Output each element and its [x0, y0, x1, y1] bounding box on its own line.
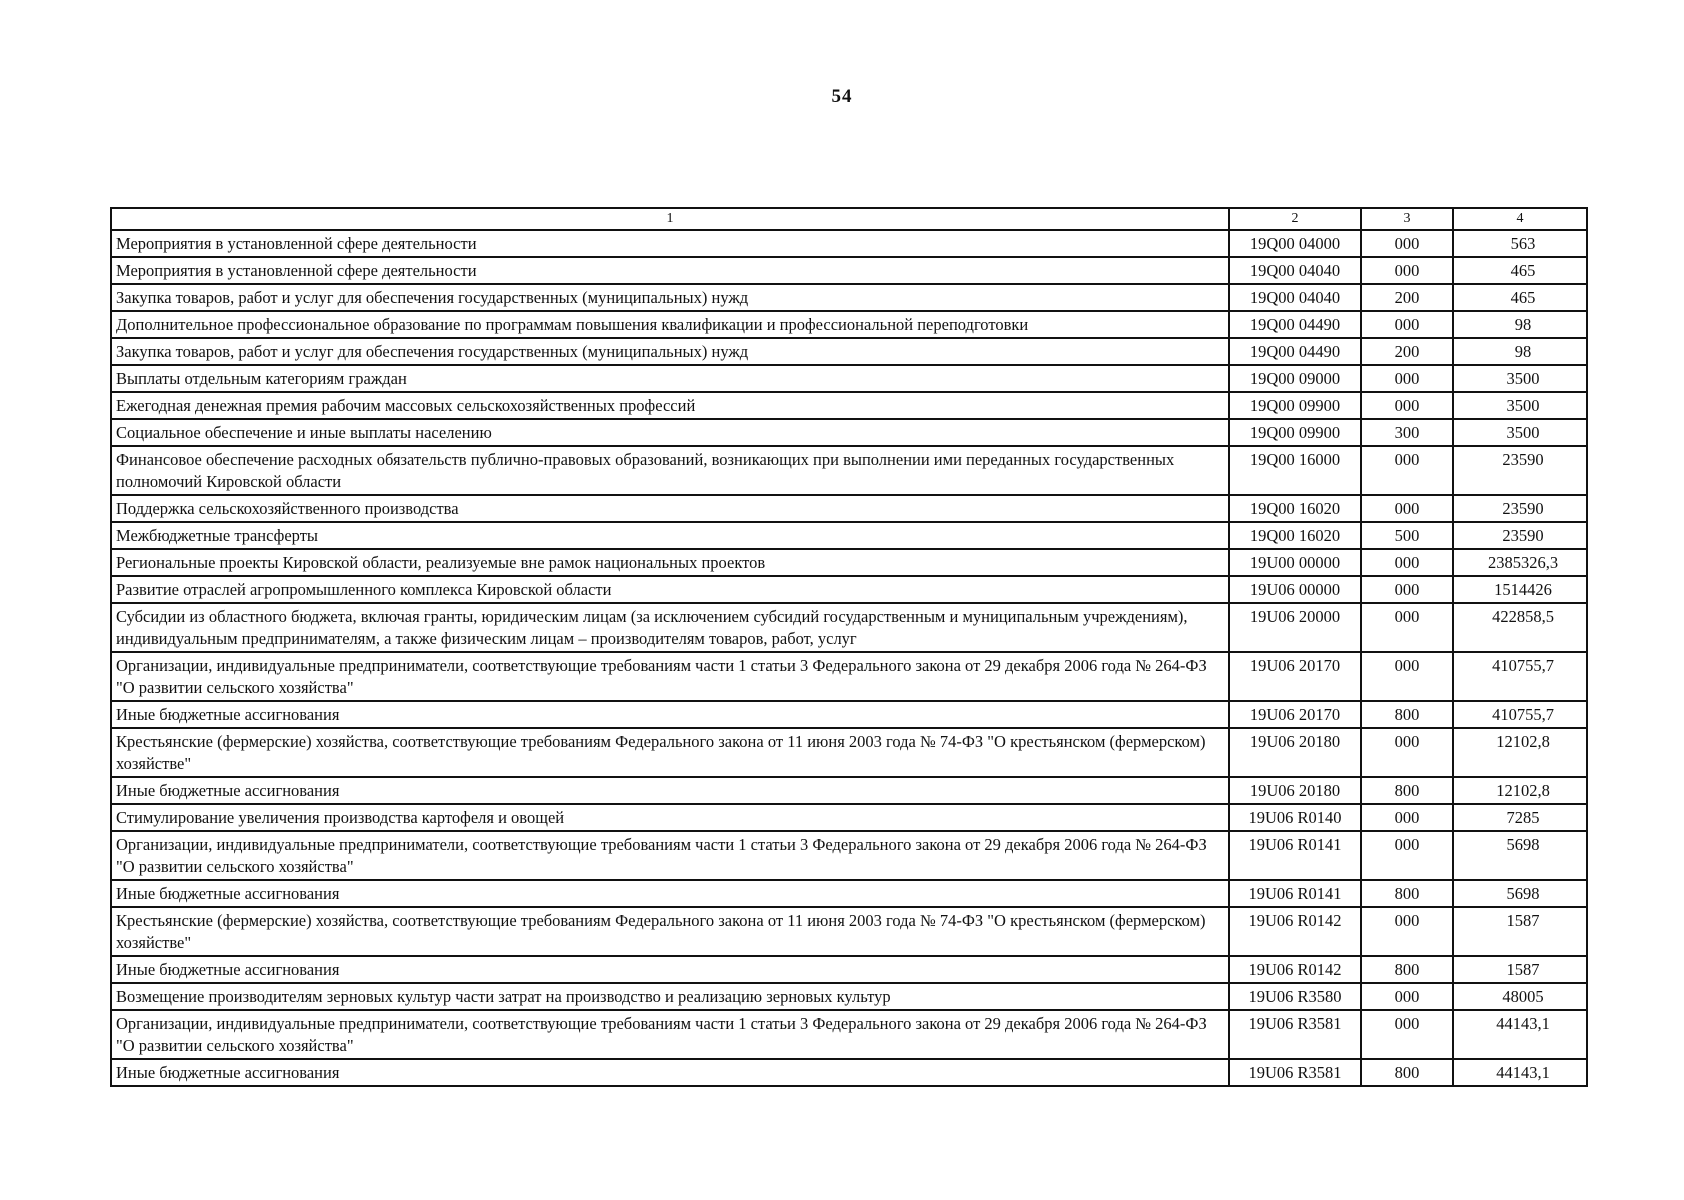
- table-row: [111, 804, 1587, 831]
- table-row: [111, 257, 1587, 284]
- target-code-cell: 19U06 R3581: [1229, 1059, 1361, 1086]
- expense-type-cell: 000: [1361, 446, 1453, 495]
- target-code-cell: 19Q00 04040: [1229, 284, 1361, 311]
- amount-cell: 410755,7: [1453, 652, 1587, 701]
- amount-cell: 1587: [1453, 956, 1587, 983]
- table-row: [111, 956, 1587, 983]
- expense-name-cell: Закупка товаров, работ и услуг для обеспечения государственных (муниципальных) нужд: [111, 338, 1229, 365]
- amount-cell: 23590: [1453, 446, 1587, 495]
- expense-type-cell: 000: [1361, 983, 1453, 1010]
- target-code-cell: 19Q00 16000: [1229, 446, 1361, 495]
- table-row: [111, 777, 1587, 804]
- table-row: [111, 338, 1587, 365]
- column-header-sum: 4: [1453, 208, 1587, 230]
- amount-cell: 5698: [1453, 831, 1587, 880]
- target-code-cell: 19Q00 09900: [1229, 419, 1361, 446]
- target-code-cell: 19Q00 16020: [1229, 522, 1361, 549]
- target-code-cell: 19U06 R0140: [1229, 804, 1361, 831]
- expense-name-cell: Иные бюджетные ассигнования: [111, 956, 1229, 983]
- column-header-type: 3: [1361, 208, 1453, 230]
- table-body: [111, 230, 1587, 1086]
- expense-type-cell: 800: [1361, 956, 1453, 983]
- amount-cell: 3500: [1453, 365, 1587, 392]
- target-code-cell: 19U06 R0142: [1229, 907, 1361, 956]
- table-row: [111, 701, 1587, 728]
- expense-name-cell: Крестьянские (фермерские) хозяйства, соответствующие требованиям Федерального закона от 11 июня 2003 года № 74-ФЗ "О крестьянском (фермерском) хозяйстве": [111, 728, 1229, 777]
- expense-name-cell: Развитие отраслей агропромышленного комплекса Кировской области: [111, 576, 1229, 603]
- expense-name-cell: Организации, индивидуальные предприниматели, соответствующие требованиям части 1 статьи 3 Федерального закона от 29 декабря 2006 года № 264-ФЗ "О развитии сельского хозяйства": [111, 1010, 1229, 1059]
- amount-cell: 44143,1: [1453, 1010, 1587, 1059]
- target-code-cell: 19Q00 04490: [1229, 311, 1361, 338]
- expense-type-cell: 800: [1361, 880, 1453, 907]
- expense-type-cell: 000: [1361, 549, 1453, 576]
- table-row: [111, 419, 1587, 446]
- table-row: [111, 728, 1587, 777]
- amount-cell: 44143,1: [1453, 1059, 1587, 1086]
- table-row: [111, 907, 1587, 956]
- expense-type-cell: 000: [1361, 365, 1453, 392]
- target-code-cell: 19U06 20170: [1229, 652, 1361, 701]
- expense-type-cell: 000: [1361, 230, 1453, 257]
- amount-cell: 23590: [1453, 522, 1587, 549]
- expense-type-cell: 800: [1361, 777, 1453, 804]
- expense-name-cell: Возмещение производителям зерновых культур части затрат на производство и реализацию зерновых культур: [111, 983, 1229, 1010]
- target-code-cell: 19Q00 16020: [1229, 495, 1361, 522]
- table-row: [111, 576, 1587, 603]
- amount-cell: 3500: [1453, 419, 1587, 446]
- amount-cell: 23590: [1453, 495, 1587, 522]
- target-code-cell: 19U06 20180: [1229, 728, 1361, 777]
- table-row: [111, 311, 1587, 338]
- expense-type-cell: 000: [1361, 652, 1453, 701]
- table-row: [111, 495, 1587, 522]
- table-row: [111, 1059, 1587, 1086]
- expense-name-cell: Выплаты отдельным категориям граждан: [111, 365, 1229, 392]
- target-code-cell: 19U06 R3581: [1229, 1010, 1361, 1059]
- table-row: [111, 446, 1587, 495]
- amount-cell: 563: [1453, 230, 1587, 257]
- expense-type-cell: 800: [1361, 1059, 1453, 1086]
- amount-cell: 12102,8: [1453, 777, 1587, 804]
- target-code-cell: 19U00 00000: [1229, 549, 1361, 576]
- expense-name-cell: Стимулирование увеличения производства картофеля и овощей: [111, 804, 1229, 831]
- table-row: [111, 230, 1587, 257]
- column-header-name: 1: [111, 208, 1229, 230]
- target-code-cell: 19Q00 09000: [1229, 365, 1361, 392]
- table-row: [111, 880, 1587, 907]
- expense-type-cell: 000: [1361, 576, 1453, 603]
- amount-cell: 98: [1453, 338, 1587, 365]
- target-code-cell: 19U06 R0141: [1229, 831, 1361, 880]
- expense-type-cell: 000: [1361, 257, 1453, 284]
- expense-type-cell: 000: [1361, 603, 1453, 652]
- expense-type-cell: 000: [1361, 311, 1453, 338]
- expense-type-cell: 800: [1361, 701, 1453, 728]
- target-code-cell: 19Q00 04040: [1229, 257, 1361, 284]
- table-row: [111, 603, 1587, 652]
- target-code-cell: 19U06 R0141: [1229, 880, 1361, 907]
- expense-name-cell: Межбюджетные трансферты: [111, 522, 1229, 549]
- expense-name-cell: Организации, индивидуальные предприниматели, соответствующие требованиям части 1 статьи 3 Федерального закона от 29 декабря 2006 года № 264-ФЗ "О развитии сельского хозяйства": [111, 831, 1229, 880]
- expense-type-cell: 000: [1361, 907, 1453, 956]
- table-row: [111, 549, 1587, 576]
- expense-name-cell: Мероприятия в установленной сфере деятельности: [111, 230, 1229, 257]
- expense-name-cell: Иные бюджетные ассигнования: [111, 1059, 1229, 1086]
- target-code-cell: 19U06 20170: [1229, 701, 1361, 728]
- target-code-cell: 19Q00 04490: [1229, 338, 1361, 365]
- expense-name-cell: Иные бюджетные ассигнования: [111, 777, 1229, 804]
- expense-name-cell: Дополнительное профессиональное образование по программам повышения квалификации и профессиональной переподготовки: [111, 311, 1229, 338]
- amount-cell: 12102,8: [1453, 728, 1587, 777]
- expense-type-cell: 000: [1361, 495, 1453, 522]
- expense-name-cell: Иные бюджетные ассигнования: [111, 880, 1229, 907]
- amount-cell: 2385326,3: [1453, 549, 1587, 576]
- table-row: [111, 983, 1587, 1010]
- expense-name-cell: Иные бюджетные ассигнования: [111, 701, 1229, 728]
- expense-type-cell: 000: [1361, 728, 1453, 777]
- expense-name-cell: Поддержка сельскохозяйственного производства: [111, 495, 1229, 522]
- expense-name-cell: Социальное обеспечение и иные выплаты населению: [111, 419, 1229, 446]
- expense-name-cell: Региональные проекты Кировской области, реализуемые вне рамок национальных проектов: [111, 549, 1229, 576]
- amount-cell: 465: [1453, 284, 1587, 311]
- target-code-cell: 19U06 R0142: [1229, 956, 1361, 983]
- budget-table: [110, 207, 1588, 1087]
- amount-cell: 98: [1453, 311, 1587, 338]
- table-row: [111, 365, 1587, 392]
- target-code-cell: 19U06 00000: [1229, 576, 1361, 603]
- table-row: [111, 1010, 1587, 1059]
- expense-type-cell: 500: [1361, 522, 1453, 549]
- target-code-cell: 19U06 R3580: [1229, 983, 1361, 1010]
- target-code-cell: 19U06 20000: [1229, 603, 1361, 652]
- amount-cell: 1514426: [1453, 576, 1587, 603]
- expense-type-cell: 300: [1361, 419, 1453, 446]
- amount-cell: 7285: [1453, 804, 1587, 831]
- expense-type-cell: 000: [1361, 831, 1453, 880]
- expense-name-cell: Крестьянские (фермерские) хозяйства, соответствующие требованиям Федерального закона от 11 июня 2003 года № 74-ФЗ "О крестьянском (фермерском) хозяйстве": [111, 907, 1229, 956]
- amount-cell: 410755,7: [1453, 701, 1587, 728]
- amount-cell: 465: [1453, 257, 1587, 284]
- target-code-cell: 19Q00 04000: [1229, 230, 1361, 257]
- table-row: [111, 522, 1587, 549]
- table-row: [111, 284, 1587, 311]
- table-row: [111, 831, 1587, 880]
- expense-type-cell: 000: [1361, 804, 1453, 831]
- expense-name-cell: Субсидии из областного бюджета, включая гранты, юридическим лицам (за исключением субсидий государственным и муниципальным учреждениям), индивидуальным предпринимателям, а также физическим лицам – производителям товаров, работ, услуг: [111, 603, 1229, 652]
- expense-name-cell: Мероприятия в установленной сфере деятельности: [111, 257, 1229, 284]
- page-number: 54: [831, 86, 853, 107]
- table-row: [111, 652, 1587, 701]
- expense-name-cell: Закупка товаров, работ и услуг для обеспечения государственных (муниципальных) нужд: [111, 284, 1229, 311]
- column-header-code: 2: [1229, 208, 1361, 230]
- table-header-row: [111, 208, 1587, 230]
- amount-cell: 48005: [1453, 983, 1587, 1010]
- expense-name-cell: Ежегодная денежная премия рабочим массовых сельскохозяйственных профессий: [111, 392, 1229, 419]
- table-row: [111, 392, 1587, 419]
- expense-name-cell: Организации, индивидуальные предприниматели, соответствующие требованиям части 1 статьи 3 Федерального закона от 29 декабря 2006 года № 264-ФЗ "О развитии сельского хозяйства": [111, 652, 1229, 701]
- expense-name-cell: Финансовое обеспечение расходных обязательств публично-правовых образований, возникающих при выполнении ими переданных государственных полномочий Кировской области: [111, 446, 1229, 495]
- amount-cell: 422858,5: [1453, 603, 1587, 652]
- expense-type-cell: 000: [1361, 1010, 1453, 1059]
- target-code-cell: 19Q00 09900: [1229, 392, 1361, 419]
- amount-cell: 5698: [1453, 880, 1587, 907]
- expense-type-cell: 200: [1361, 338, 1453, 365]
- amount-cell: 3500: [1453, 392, 1587, 419]
- expense-type-cell: 200: [1361, 284, 1453, 311]
- amount-cell: 1587: [1453, 907, 1587, 956]
- expense-type-cell: 000: [1361, 392, 1453, 419]
- target-code-cell: 19U06 20180: [1229, 777, 1361, 804]
